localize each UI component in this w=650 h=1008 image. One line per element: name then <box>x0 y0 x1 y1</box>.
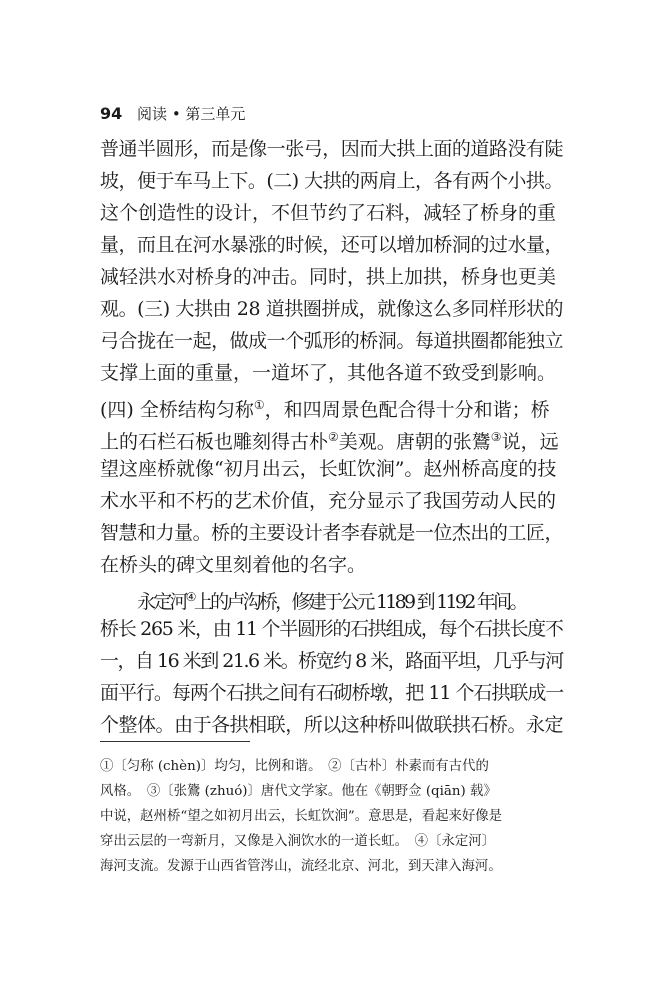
body-line <box>100 645 563 677</box>
footnote-marker: ② <box>328 430 339 444</box>
text-run: ，和四周景色配合得十分和谐；桥 <box>264 399 550 421</box>
text-run: 面平行。每两个石拱之间有石砌桥墩，把 11 个石拱联成一 <box>100 682 564 704</box>
footnote-line: ①〔匀称 (chèn)〕均匀，比例和谐。 ②〔古朴〕朴素而有古代的 <box>100 759 489 774</box>
body-line <box>100 581 563 613</box>
text-run: 减轻洪水对桥身的冲击。同时，拱上加拱，桥身也更美 <box>100 266 557 288</box>
text-run: 这个创造性的设计，不但节约了石料，减轻了桥身的重 <box>100 202 557 224</box>
body-line <box>100 357 563 389</box>
text-run: 桥长 265 米，由 11 个半圆形的石拱组成，每个石拱长度不 <box>100 618 563 640</box>
body-line <box>100 389 563 421</box>
footnote-line: 穿出云层的一弯新月，又像是入涧饮水的一道长虹。 ④〔永定河〕 <box>100 834 496 849</box>
text-run: 弓合拢在一起，做成一个弧形的桥洞。每道拱圈都能独立 <box>100 330 564 352</box>
body-line <box>100 293 563 325</box>
footnote-marker: ④ <box>185 590 194 604</box>
footnote-divider <box>100 741 250 742</box>
body-text <box>100 133 563 741</box>
body-line <box>100 709 563 741</box>
footnote-line: 风格。 ③〔张鷟 (zhuó)〕唐代文学家。他在《朝野佥 (qiān) 载》 <box>100 784 497 799</box>
footnote-marker: ③ <box>490 430 502 444</box>
page-number: 94 <box>100 104 123 123</box>
body-line <box>100 549 563 581</box>
text-run: 普通半圆形，而是像一张弓，因而大拱上面的道路没有陡 <box>100 138 564 160</box>
body-line <box>100 197 563 229</box>
body-line <box>100 165 563 197</box>
text-run: 支撑上面的重量，一道坏了，其他各道不致受到影响。 <box>100 362 557 384</box>
text-run: 上的卢沟桥，修建于公元 1189 到 1192 年间。 <box>193 591 526 613</box>
body-line <box>100 261 563 293</box>
text-run: 在桥头的碑文里刻着他的名字。 <box>100 554 367 576</box>
text-run: 观。(三) 大拱由 28 道拱圈拼成，就像这么多同样形状的 <box>100 298 564 320</box>
body-line <box>100 517 563 549</box>
body-line <box>100 325 563 357</box>
text-run: 坡，便于车马上下。(二) 大拱的两肩上，各有两个小拱。 <box>100 170 563 192</box>
footnote-marker: ① <box>253 398 265 412</box>
text-run: 上的石栏石板也雕刻得古朴 <box>100 431 329 453</box>
footnotes <box>100 754 563 879</box>
section-title: 阅读 • 第三单元 <box>137 105 246 123</box>
body-line <box>100 613 563 645</box>
body-line <box>100 453 563 485</box>
text-run: 说，远 <box>501 431 559 453</box>
text-run: 术水平和不朽的艺术价值，充分显示了我国劳动人民的 <box>100 490 557 512</box>
body-line <box>100 485 563 517</box>
body-line <box>100 229 563 261</box>
text-run: 量，而且在河水暴涨的时候，还可以增加桥洞的过水量， <box>100 234 564 256</box>
footnote-line: 海河支流。发源于山西省管涔山，流经北京、河北，到天津入海河。 <box>100 859 502 874</box>
text-run: 个整体。由于各拱相联，所以这种桥叫做联拱石桥。永定 <box>100 714 564 736</box>
text-run: (四) 全桥结构匀称 <box>100 399 254 421</box>
text-run: 永定河 <box>137 591 186 613</box>
text-run: 一，自 16 米到 21.6 米。桥宽约 8 米，路面平坦，几乎与河 <box>100 650 563 672</box>
text-run: 望这座桥就像“初月出云，长虹饮涧”。赵州桥高度的技 <box>100 458 557 480</box>
body-line <box>100 133 563 165</box>
body-line <box>100 421 563 453</box>
body-line <box>100 677 563 709</box>
running-header <box>100 103 245 124</box>
footnote-line: 中说，赵州桥“望之如初月出云，长虹饮涧”。意思是，看起来好像是 <box>100 809 503 824</box>
text-run: 美观。唐朝的张鷟 <box>338 431 491 453</box>
text-run: 智慧和力量。桥的主要设计者李春就是一位杰出的工匠， <box>100 522 564 544</box>
